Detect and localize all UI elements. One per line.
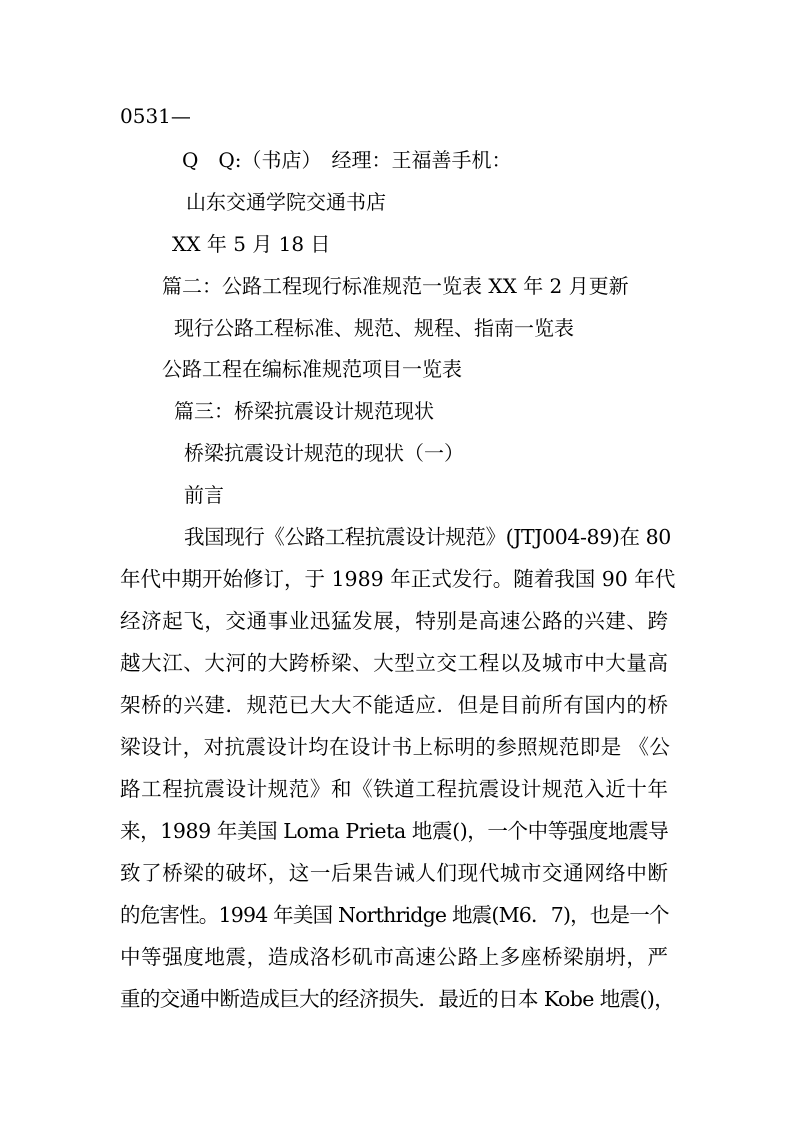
paragraph-line: 中等强度地震，造成洛杉矶市高速公路上多座桥梁崩坍，严 [120, 945, 669, 969]
preface-heading: 前言 [184, 483, 224, 507]
subsection-title: 桥梁抗震设计规范的现状（一） [184, 441, 464, 465]
section-two-heading: 篇二：公路工程现行标准规范一览表 XX 年 2 月更新 [162, 274, 629, 298]
paragraph-line: 经济起飞，交通事业迅猛发展，特别是高速公路的兴建、跨 [120, 609, 669, 633]
date-line: XX 年 5 月 18 日 [172, 232, 331, 256]
bookstore-name-line: 山东交通学院交通书店 [186, 190, 386, 214]
paragraph-line: 的危害性。1994 年美国 Northridge 地震(M6．7)，也是一个 [120, 903, 669, 927]
paragraph-line: 致了桥梁的破坏，这一后果告诫人们现代城市交通网络中断 [120, 861, 669, 885]
paragraph-line: 我国现行《公路工程抗震设计规范》(JTJ004-89)在 80 [184, 525, 671, 549]
paragraph-line: 来，1989 年美国 Loma Prieta 地震()，一个中等强度地震导 [120, 819, 669, 843]
section-three-heading: 篇三：桥梁抗震设计规范现状 [174, 399, 434, 423]
paragraph-line: 重的交通中断造成巨大的经济损失．最近的日本 Kobe 地震()， [120, 987, 675, 1011]
paragraph-line: 路工程抗震设计规范》和《铁道工程抗震设计规范入近十年 [120, 777, 669, 801]
current-standards-line: 现行公路工程标准、规范、规程、指南一览表 [174, 316, 574, 340]
contact-line: Q Q:（书店） 经理：王福善手机： [182, 148, 512, 172]
paragraph-line: 架桥的兴建．规范已大大不能适应．但是目前所有国内的桥 [120, 693, 669, 717]
paragraph-line: 梁设计，对抗震设计均在设计书上标明的参照规范即是 《公 [120, 735, 671, 759]
phone-prefix-line: 0531— [120, 104, 191, 128]
paragraph-line: 越大江、大河的大跨桥梁、大型立交工程以及城市中大量高 [120, 651, 669, 675]
in-progress-standards-line: 公路工程在编标准规范项目一览表 [162, 357, 462, 381]
paragraph-line: 年代中期开始修订，于 1989 年正式发行。随着我国 90 年代 [120, 567, 676, 591]
